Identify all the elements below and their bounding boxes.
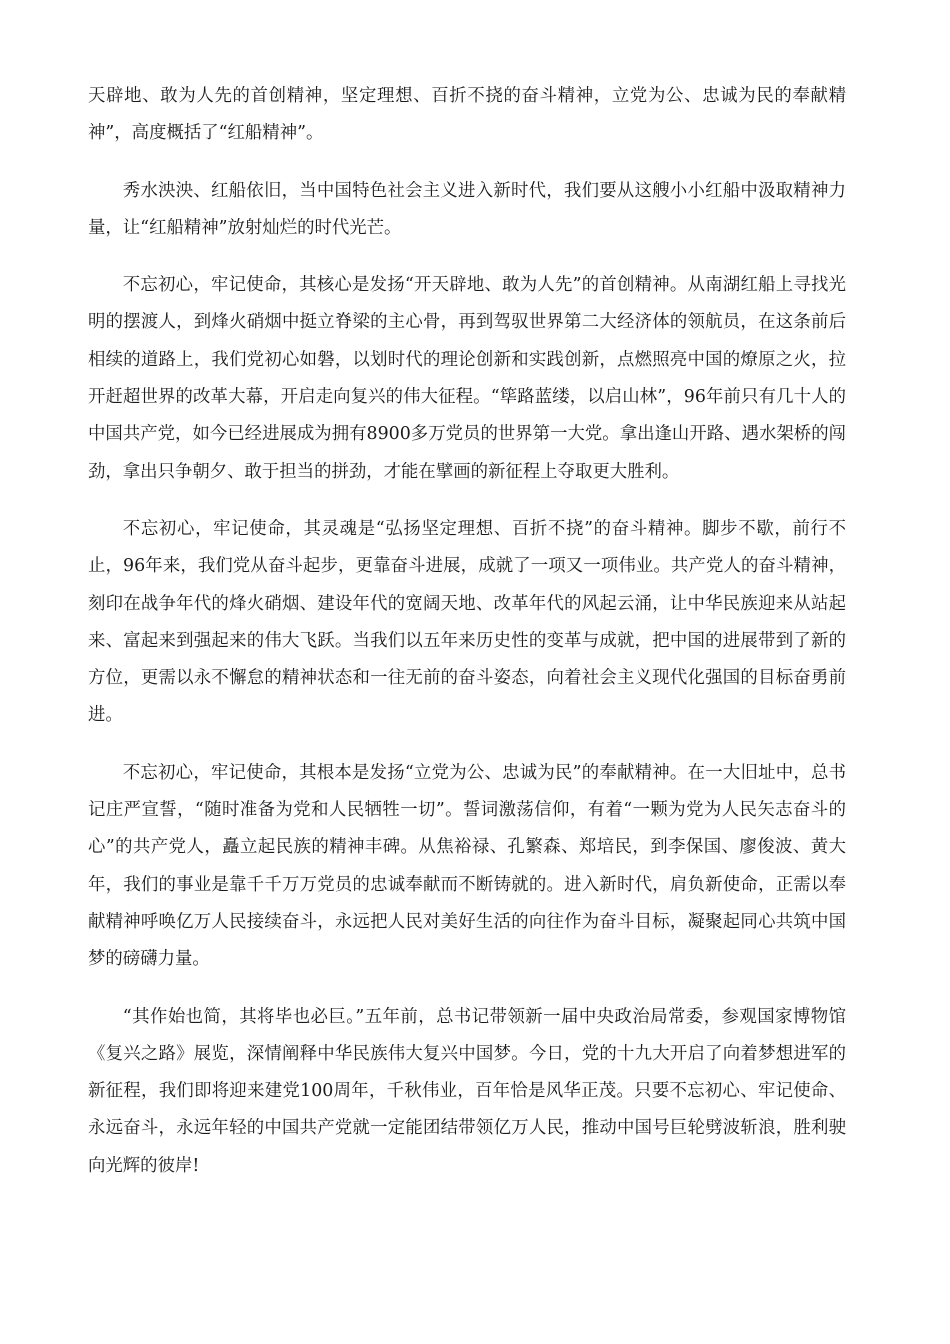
- paragraph-new-era: 秀水泱泱、红船依旧，当中国特色社会主义进入新时代，我们要从这艘小小红船中汲取精神力量，让“红船精神”放射灿烂的时代光芒。: [88, 180, 846, 238]
- paragraph-conclusion: “其作始也简，其将毕也必巨。”五年前，总书记带领新一届中央政治局常委，参观国家博物馆《复兴之路》展览，深情阐释中华民族伟大复兴中国梦。今日，党的十九大开启了向着梦想进军的新征程，我们即将迎来建党100周年，千秋伟业，百年恰是风华正茂。只要不忘初心、牢记使命、永远奋斗，永远年轻的中国共产党就一定能团结带领亿万人民，推动中国号巨轮劈波斩浪，胜利驶向光辉的彼岸!: [88, 1006, 846, 1176]
- paragraph-continued-intro: 天辟地、敢为人先的首创精神，坚定理想、百折不挠的奋斗精神，立党为公、忠诚为民的奉献精神”，高度概括了“红船精神”。: [88, 86, 846, 144]
- paragraph-pioneering-spirit: 不忘初心，牢记使命，其核心是发扬“开天辟地、敢为人先”的首创精神。从南湖红船上寻找光明的摆渡人，到烽火硝烟中挺立脊梁的主心骨，再到驾驭世界第二大经济体的领航员，在这条前后相续的道路上，我们党初心如磐，以划时代的理论创新和实践创新，点燃照亮中国的燎原之火，拉开赶超世界的改革大幕，开启走向复兴的伟大征程。“筚路蓝缕，以启山林”，96年前只有几十人的中国共产党，如今已经进展成为拥有8900多万党员的世界第一大党。拿出逢山开路、遇水架桥的闯劲，拿出只争朝夕、敢于担当的拼劲，才能在擘画的新征程上夺取更大胜利。: [88, 275, 846, 482]
- paragraph-struggle-spirit: 不忘初心，牢记使命，其灵魂是“弘扬坚定理想、百折不挠”的奋斗精神。脚步不歇，前行不止，96年来，我们党从奋斗起步，更靠奋斗进展，成就了一项又一项伟业。共产党人的奋斗精神，刻印在战争年代的烽火硝烟、建设年代的宽阔天地、改革年代的风起云涌，让中华民族迎来从站起来、富起来到强起来的伟大飞跃。当我们以五年来历史性的变革与成就，把中国的进展带到了新的方位，更需以永不懈怠的精神状态和一往无前的奋斗姿态，向着社会主义现代化强国的目标奋勇前进。: [88, 518, 846, 726]
- paragraph-dedication-spirit: 不忘初心，牢记使命，其根本是发扬“立党为公、忠诚为民”的奉献精神。在一大旧址中，总书记庄严宣誓，“随时准备为党和人民牺牲一切”。誓词激荡信仰，有着“一颗为党为人民矢志奋斗的心”的共产党人，矗立起民族的精神丰碑。从焦裕禄、孔繁森、郑培民，到李保国、廖俊波、黄大年，我们的事业是靠千千万万党员的忠诚奉献而不断铸就的。进入新时代，肩负新使命，正需以奉献精神呼唤亿万人民接续奋斗，永远把人民对美好生活的向往作为奋斗目标，凝聚起同心共筑中国梦的磅礴力量。: [88, 762, 846, 970]
